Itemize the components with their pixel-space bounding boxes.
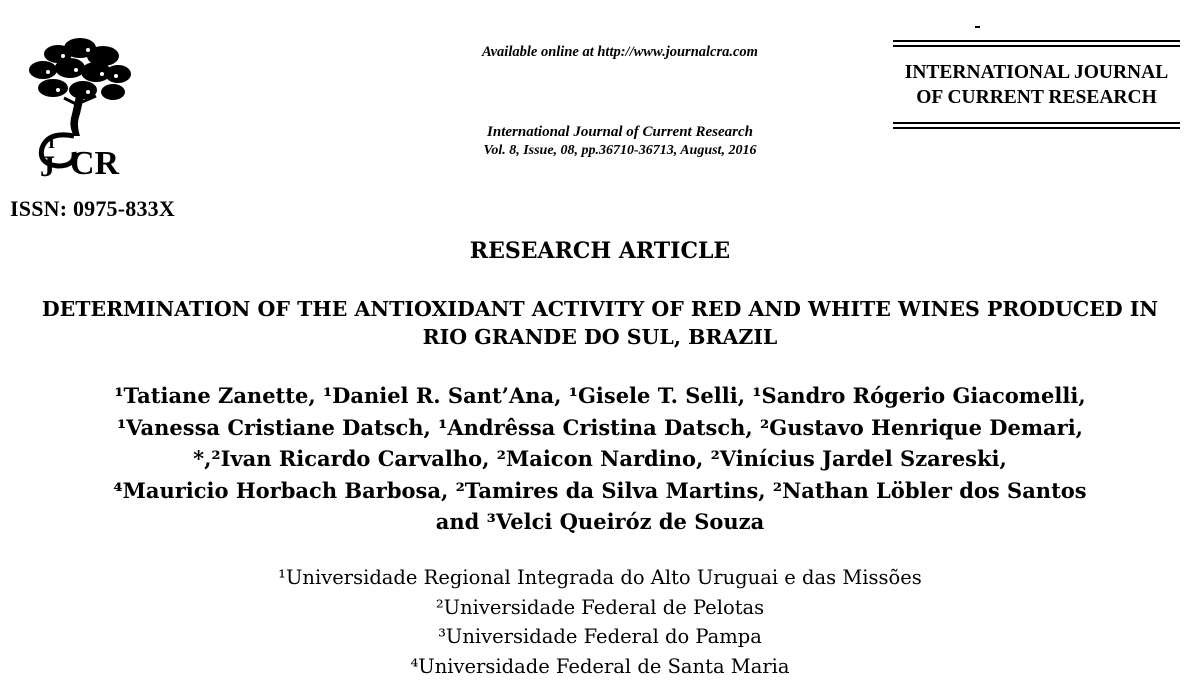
svg-text:CR: CR — [70, 145, 120, 181]
author-line: and ³Velci Queiróz de Souza — [435, 509, 765, 534]
rule-bottom-2 — [893, 127, 1180, 129]
issn-number: ISSN: 0975-833X — [10, 196, 175, 221]
affiliation-line: ¹Universidade Regional Integrada do Alto Uruguai e das Missões — [278, 566, 922, 589]
article-type: RESEARCH ARTICLE — [469, 238, 731, 264]
journal-name-line2: OF CURRENT RESEARCH — [916, 87, 1157, 108]
journal-name-box — [893, 40, 1180, 130]
affiliation-line: ⁴Universidade Federal de Santa Maria — [410, 654, 790, 678]
available-online-link[interactable]: Available online at http://www.journalcra.com — [482, 44, 758, 60]
citation-line: Vol. 8, Issue, 08, pp.36710-36713, August, 2016 — [483, 143, 757, 158]
article-title — [0, 295, 1200, 351]
print-mark — [975, 26, 980, 28]
author-line: ¹Vanessa Cristiane Datsch, ¹Andrêssa Cristina Datsch, ²Gustavo Henrique Demari, — [116, 414, 1083, 440]
affiliation-line: ³Universidade Federal do Pampa — [438, 625, 762, 648]
journal-line: International Journal of Current Research — [487, 124, 753, 140]
rule-top-1 — [893, 40, 1180, 42]
journal-name-line1: INTERNATIONAL JOURNAL — [904, 62, 1169, 83]
affiliation-line: ²Universidade Federal de Pelotas — [435, 595, 765, 619]
author-line: ⁴Mauricio Horbach Barbosa, ²Tamires da Silva Martins, ²Nathan Löbler dos Santos — [113, 477, 1087, 503]
rule-bottom-1 — [893, 122, 1180, 124]
author-list — [0, 380, 1200, 538]
author-line: ¹Tatiane Zanette, ¹Daniel R. Sant’Ana, ¹Gisele T. Selli, ¹Sandro Rógerio Giacomelli, — [114, 383, 1086, 408]
journal-name — [893, 60, 1180, 110]
article-title-line1: DETERMINATION OF THE ANTIOXIDANT ACTIVITY OF RED AND WHITE WINES PRODUCED IN — [41, 297, 1159, 321]
author-line: *,²Ivan Ricardo Carvalho, ²Maicon Nardino, ²Vinícius Jardel Szareski, — [193, 446, 1007, 471]
article-title-line2: RIO GRANDE DO SUL, BRAZIL — [422, 325, 778, 349]
rule-top-2 — [893, 45, 1180, 47]
svg-text:I: I — [48, 132, 56, 152]
tree-logo-icon — [18, 36, 138, 181]
affiliation-list — [0, 563, 1200, 681]
svg-text:J: J — [40, 150, 55, 181]
